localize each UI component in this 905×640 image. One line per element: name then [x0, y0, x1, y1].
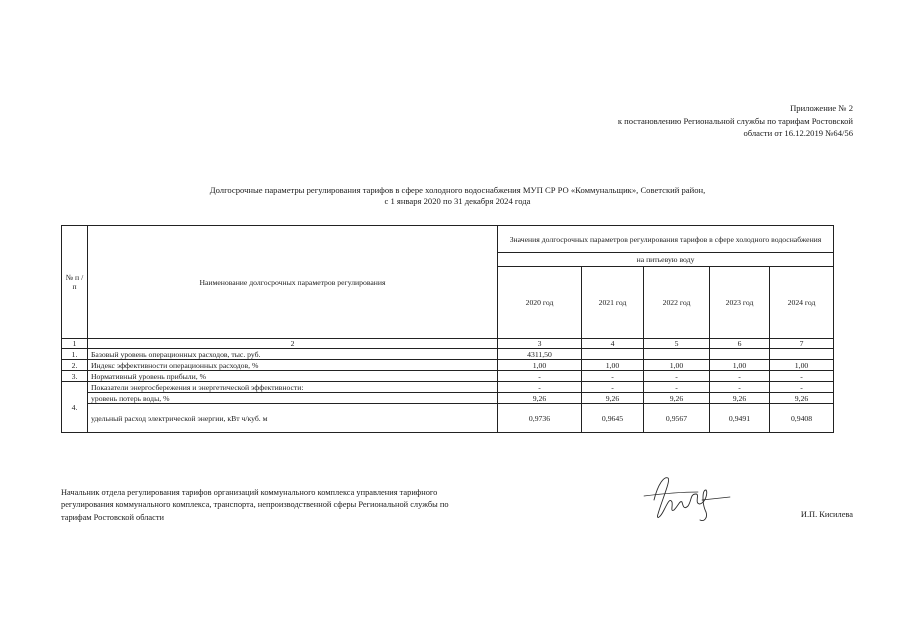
column-number: 7 [770, 339, 834, 349]
handwritten-signature [640, 470, 735, 525]
row-value: - [582, 382, 644, 393]
header-year: 2023 год [710, 267, 770, 339]
row-value: 1,00 [710, 360, 770, 371]
column-number: 5 [644, 339, 710, 349]
row-value: 1,00 [770, 360, 834, 371]
header-year: 2024 год [770, 267, 834, 339]
row-value: 1,00 [498, 360, 582, 371]
appendix-reference [553, 102, 853, 140]
header-year: 2022 год [644, 267, 710, 339]
row-value: 9,26 [582, 393, 644, 404]
table-row [62, 349, 834, 360]
table-row [62, 404, 834, 433]
row-value: - [498, 382, 582, 393]
column-number: 1 [62, 339, 88, 349]
row-value: 9,26 [498, 393, 582, 404]
row-name: Показатели энергосбережения и энергетической эффективности: [88, 382, 498, 393]
position-line: регулирования коммунального комплекса, транспорта, непроизводственной сферы Региональной службы по [61, 500, 449, 510]
row-name: уровень потерь воды, % [88, 393, 498, 404]
row-value: - [644, 382, 710, 393]
table-row [62, 371, 834, 382]
row-value [770, 349, 834, 360]
signer-name: И.П. Кисилева [800, 510, 853, 519]
row-value: - [710, 371, 770, 382]
column-number: 6 [710, 339, 770, 349]
title-line: Долгосрочные параметры регулирования тарифов в сфере холодного водоснабжения МУП СР РО «Коммунальщик», Советский район, [209, 185, 706, 195]
row-value: - [644, 371, 710, 382]
row-num: 1. [62, 349, 88, 360]
appendix-line: к постановлению Региональной службы по тарифам Ростовской [617, 115, 853, 126]
title-line: с 1 января 2020 по 31 декабря 2024 года [384, 196, 531, 206]
row-value: - [770, 371, 834, 382]
row-value: - [582, 371, 644, 382]
row-value: 0,9408 [770, 404, 834, 433]
row-value: - [770, 382, 834, 393]
document-title [60, 185, 855, 207]
row-name: Базовый уровень операционных расходов, тыс. руб. [88, 349, 498, 360]
row-value: 0,9645 [582, 404, 644, 433]
header-param-name: Наименование долгосрочных параметров регулирования [88, 226, 498, 339]
row-num: 3. [62, 371, 88, 382]
column-number: 2 [88, 339, 498, 349]
appendix-line: области от 16.12.2019 №64/56 [743, 128, 853, 138]
position-line: тарифам Ростовской области [61, 512, 165, 522]
row-value: 4311,50 [498, 349, 582, 360]
column-number: 4 [582, 339, 644, 349]
row-name: Нормативный уровень прибыли, % [88, 371, 498, 382]
row-value: - [710, 382, 770, 393]
table-row [62, 360, 834, 371]
row-value: 0,9491 [710, 404, 770, 433]
row-num: 4. [62, 382, 88, 433]
row-value: 1,00 [582, 360, 644, 371]
column-number: 3 [498, 339, 582, 349]
header-values-group: Значения долгосрочных параметров регулирования тарифов в сфере холодного водоснабжения [498, 226, 834, 253]
row-value: 9,26 [770, 393, 834, 404]
header-subgroup: на питьевую воду [498, 253, 834, 267]
appendix-line: Приложение № 2 [790, 103, 853, 113]
signer-position [61, 487, 501, 524]
header-num: № п /п [62, 226, 88, 339]
row-value: 0,9567 [644, 404, 710, 433]
row-name: Индекс эффективности операционных расходов, % [88, 360, 498, 371]
header-year: 2020 год [498, 267, 582, 339]
row-value [710, 349, 770, 360]
parameters-table [61, 225, 834, 433]
row-value: - [498, 371, 582, 382]
table-row [62, 393, 834, 404]
position-line: Начальник отдела регулирования тарифов организаций коммунального комплекса управления тарифного [61, 488, 438, 497]
row-value: 0,9736 [498, 404, 582, 433]
row-value: 1,00 [644, 360, 710, 371]
row-value [644, 349, 710, 360]
row-value: 9,26 [710, 393, 770, 404]
row-value: 9,26 [644, 393, 710, 404]
table-row [62, 382, 834, 393]
row-value [582, 349, 644, 360]
row-name: удельный расход электрической энергии, кВт ч/куб. м [88, 404, 498, 433]
row-num: 2. [62, 360, 88, 371]
header-year: 2021 год [582, 267, 644, 339]
